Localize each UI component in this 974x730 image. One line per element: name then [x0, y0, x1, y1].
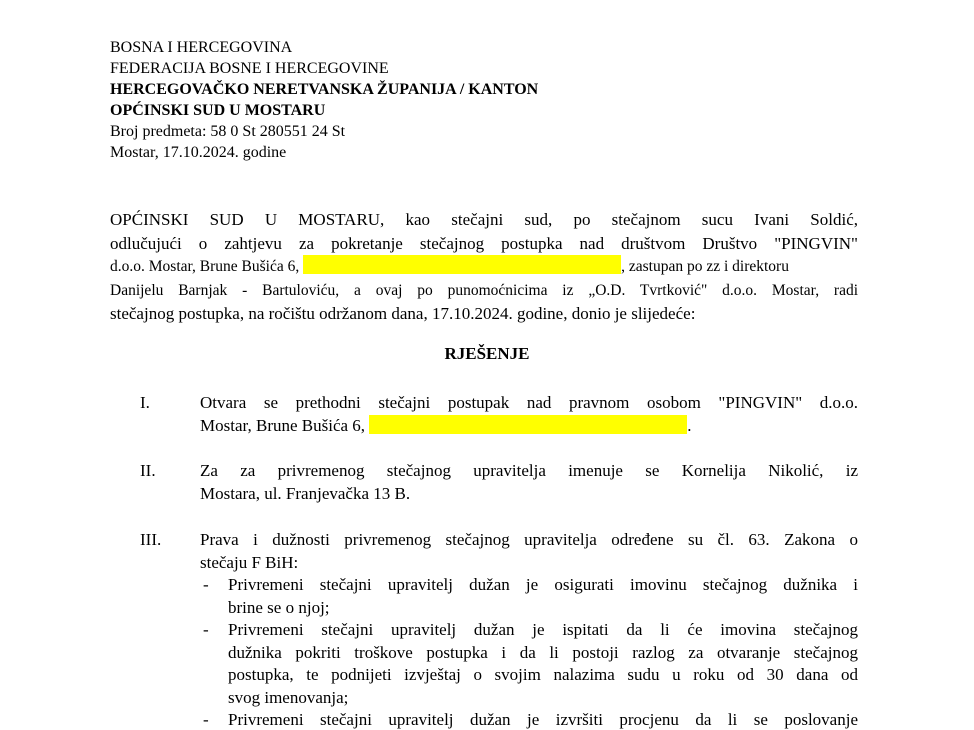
duty-bullet: [200, 619, 858, 709]
bullet-line: svog imenovanja;: [228, 687, 349, 707]
intro-paragraph: [110, 208, 858, 326]
intro-line: OPĆINSKI SUD U MOSTARU, kao stečajni sud, po stečajnom sucu Ivani Soldić,: [110, 210, 858, 229]
address-text: Mostar, Brune Bušića 6,: [200, 415, 366, 435]
redaction-highlight: [369, 415, 687, 434]
header-country: BOSNA I HERCEGOVINA: [110, 39, 293, 56]
item-line: Prava i dužnosti privremenog stečajnog upravitelja određene su čl. 63. Zakona o: [200, 530, 858, 549]
address-text: d.o.o. Mostar, Brune Bušića 6,: [110, 258, 300, 275]
place-date: Mostar, 17.10.2024. godine: [110, 144, 287, 161]
decision-title: RJEŠENJE: [444, 344, 530, 363]
item-line-end: .: [687, 415, 692, 435]
item-line: Otvara se prethodni stečajni postupak nad pravnom osobom "PINGVIN" d.o.o.: [200, 393, 858, 412]
representative-text: , zastupan po zz i direktoru: [621, 258, 789, 275]
bullet-dash: -: [203, 620, 209, 639]
header-court: OPĆINSKI SUD U MOSTARU: [110, 102, 326, 119]
redaction-highlight: [303, 255, 621, 274]
intro-line: Danijelu Barnjak - Bartuloviću, a ovaj po punomoćnicima iz „O.D. Tvrtković" d.o.o. Mostar, radi: [110, 281, 858, 299]
duty-bullet: [200, 709, 858, 730]
bullet-line: Privremeni stečajni upravitelj dužan je osigurati imovinu stečajnog dužnika i: [228, 575, 858, 594]
item-number: I.: [140, 393, 150, 412]
item-number: II.: [140, 461, 156, 480]
bullet-dash: -: [203, 575, 209, 594]
header-federation: FEDERACIJA BOSNE I HERCEGOVINE: [110, 60, 389, 77]
bullet-line: postupka, te podnijeti izvještaj o svojim nalazima sudu u roku od 30 dana od: [228, 665, 858, 684]
intro-line: odlučujući o zahtjevu za pokretanje stečajnog postupka nad društvom Društvo "PINGVIN": [110, 233, 858, 253]
case-number: Broj predmeta: 58 0 St 280551 24 St: [110, 123, 346, 140]
item-line: stečaju F BiH:: [200, 552, 299, 572]
bullet-line: Privremeni stečajni upravitelj dužan je ispitati da li će imovina stečajnog: [228, 620, 858, 639]
header-canton: HERCEGOVAČKO NERETVANSKA ŽUPANIJA / KANTON: [110, 81, 539, 98]
bullet-line: dužnika pokriti troškove postupka i da li postoji razlog za otvaranje stečajnog: [228, 642, 858, 662]
item-body: [200, 392, 858, 437]
item-body: [200, 460, 858, 505]
bullet-line: brine se o njoj;: [228, 597, 330, 617]
intro-line: [110, 255, 858, 279]
bullet-line: Privremeni stečajni upravitelj dužan je izvršiti procjenu da li se poslovanje: [228, 710, 858, 729]
item-body: [200, 529, 858, 574]
item-number: III.: [140, 530, 162, 549]
bullet-dash: -: [203, 710, 209, 729]
item-line: [200, 415, 858, 438]
duty-bullet: [200, 574, 858, 619]
item-line: Mostara, ul. Franjevačka 13 B.: [200, 483, 411, 503]
intro-line: stečajnog postupka, na ročištu održanom dana, 17.10.2024. godine, donio je slijedeće:: [110, 304, 696, 323]
item-line: Za za privremenog stečajnog upravitelja imenuje se Kornelija Nikolić, iz: [200, 461, 858, 480]
court-header: [110, 37, 538, 163]
duties-list: [200, 574, 858, 730]
